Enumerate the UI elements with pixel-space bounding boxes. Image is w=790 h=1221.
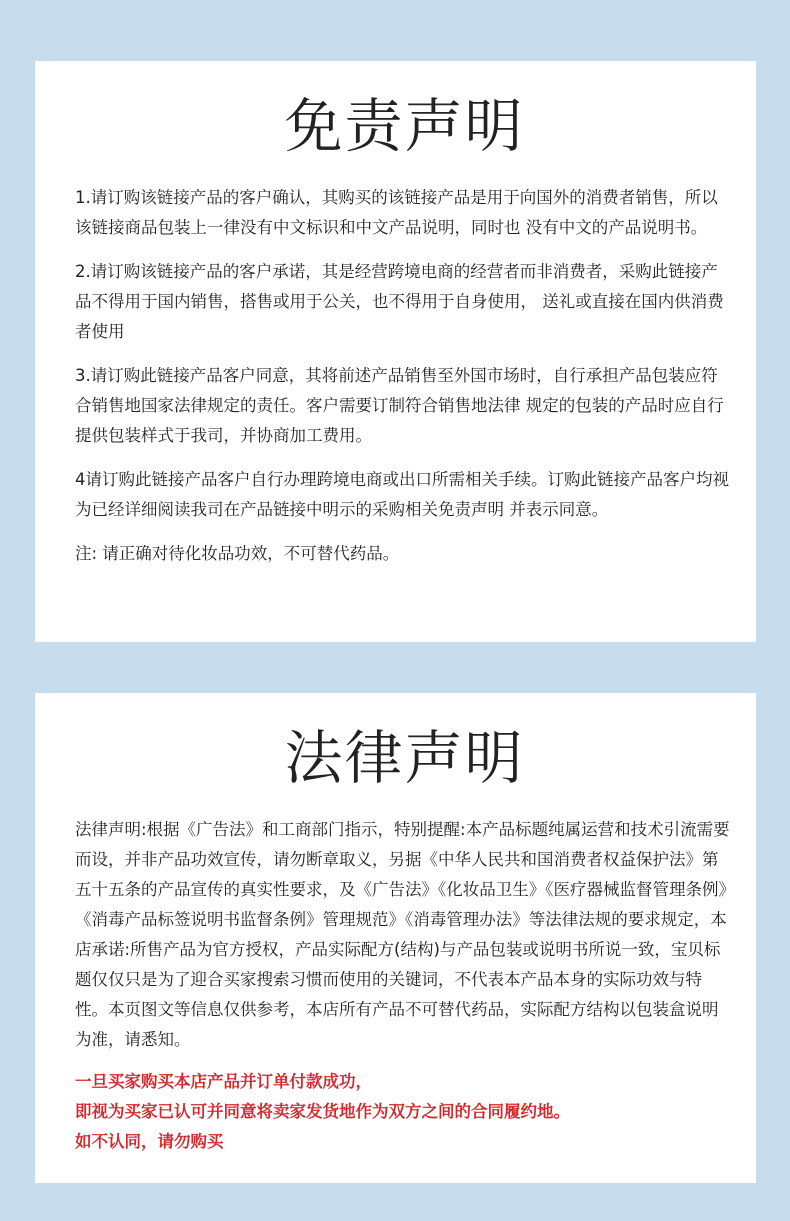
legal-warning-3: 如不认同，请勿购买 — [75, 1132, 224, 1151]
disclaimer-paragraph-3: 3.请订购此链接产品客户同意，其将前述产品销售至外国市场时，自行承担产品包装应符合销售地国家法律规定的责任。客户需要订制符合销售地法律 规定的包装的产品时应自行提供包装样式于我司，并协商加工费用。 — [75, 366, 724, 445]
disclaimer-paragraph-4: 4请订购此链接产品客户自行办理跨境电商或出口所需相关手续。订购此链接产品客户均视为已经详细阅读我司在产品链接中明示的采购相关免责声明 并表示同意。 — [75, 470, 729, 519]
legal-card — [35, 693, 756, 1183]
legal-title: 法律声明 — [284, 724, 525, 792]
legal-warning-2: 即视为买家已认可并同意将卖家发货地作为双方之间的合同履约地。 — [75, 1102, 570, 1121]
disclaimer-paragraph-1: 1.请订购该链接产品的客户确认，其购买的该链接产品是用于向国外的消费者销售，所以该链接商品包装上一律没有中文标识和中文产品说明，同时也 没有中文的产品说明书。 — [75, 188, 718, 237]
disclaimer-card — [35, 61, 756, 642]
legal-body: 法律声明:根据《广告法》和工商部门指示，特别提醒:本产品标题纯属运营和技术引流需要而设，并非产品功效宣传，请勿断章取义，另据《中华人民共和国消费者权益保护法》第五十五条的产品宣传的真实性要求，及《广告法》《化妆品卫生》《医疗器械监督管理条例》《消毒产品标签说明书监督条例》管理规范》《消毒管理办法》等法律法规的要求规定，本店承诺:所售产品为官方授权，产品实际配方(结构)与产品包装或说明书所说一致，宝贝标题仅仅只是为了迎合买家搜索习惯而使用的关键词，不代表本产品本身的实际功效与特性。本页图文等信息仅供参考，本店所有产品不可替代药品，实际配方结构以包装盒说明为准，请悉知。 — [75, 820, 730, 1049]
disclaimer-note: 注: 请正确对待化妆品功效，不可替代药品。 — [75, 544, 400, 563]
disclaimer-title: 免责声明 — [284, 92, 525, 160]
legal-warning-1: 一旦买家购买本店产品并订单付款成功， — [75, 1072, 372, 1091]
disclaimer-paragraph-2: 2.请订购该链接产品的客户承诺，其是经营跨境电商的经营者而非消费者，采购此链接产品不得用于国内销售，搭售或用于公关，也不得用于自身使用， 送礼或直接在国内供消费者使用 — [75, 262, 724, 341]
